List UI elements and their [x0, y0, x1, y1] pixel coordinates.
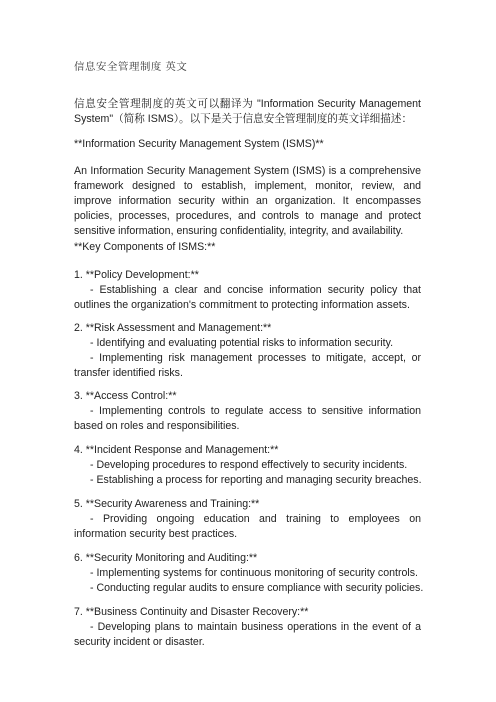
section-5 — [74, 497, 421, 542]
heading-isms: **Information Security Management System (ISMS)** — [74, 138, 324, 150]
section-bullet: - Conducting regular audits to ensure compliance with security policies. — [90, 582, 424, 594]
section-3 — [74, 389, 421, 434]
section-bullet: - Developing procedures to respond effectively to security incidents. — [90, 459, 408, 471]
section-bullet: - Implementing controls to regulate access to sensitive information based on roles and responsibilities. — [74, 405, 421, 432]
section-heading: 7. **Business Continuity and Disaster Recovery:** — [74, 606, 309, 618]
section-7 — [74, 605, 421, 650]
intro-paragraph: 信息安全管理制度的英文可以翻译为 "Information Security Management System"（简称 ISMS）。以下是关于信息安全管理制度的英文详细描述： — [74, 98, 421, 125]
section-bullet: - Developing plans to maintain business operations in the event of a security incident or disaster. — [74, 621, 421, 648]
section-heading: 3. **Access Control:** — [74, 390, 177, 402]
section-heading: 2. **Risk Assessment and Management:** — [74, 322, 272, 334]
section-4 — [74, 443, 421, 488]
section-6 — [74, 551, 424, 596]
section-heading: 5. **Security Awareness and Training:** — [74, 498, 260, 510]
section-1 — [74, 268, 421, 313]
definition-paragraph: An Information Security Management System (ISMS) is a comprehensive framework designed to establish, implement, monitor, review, and improve information security within an organization. It encompasses policies, processes, procedures, and controls to manage and protect sensitive information, ensuring confidentiality, integrity, and availability. — [74, 165, 421, 237]
section-heading: 6. **Security Monitoring and Auditing:** — [74, 552, 258, 564]
section-heading: 1. **Policy Development:** — [74, 269, 199, 281]
section-bullet: - Implementing risk management processes to mitigate, accept, or transfer identified risks. — [74, 352, 421, 379]
intro-paragraph-block — [74, 97, 421, 127]
definition-block — [74, 164, 421, 239]
section-bullet: - Establishing a clear and concise information security policy that outlines the organization's commitment to protecting information assets. — [74, 284, 421, 311]
section-bullet: - Implementing systems for continuous monitoring of security controls. — [90, 567, 418, 579]
document-title: 信息安全管理制度 英文 — [74, 62, 188, 73]
section-heading: 4. **Incident Response and Management:** — [74, 444, 279, 456]
section-bullet: - Establishing a process for reporting and managing security breaches. — [90, 474, 422, 486]
section-bullet: - Identifying and evaluating potential risks to information security. — [90, 337, 394, 349]
section-2 — [74, 321, 421, 381]
heading-key-components: **Key Components of ISMS:** — [74, 241, 216, 253]
section-bullet: - Providing ongoing education and training to employees on information security best practices. — [74, 513, 421, 540]
